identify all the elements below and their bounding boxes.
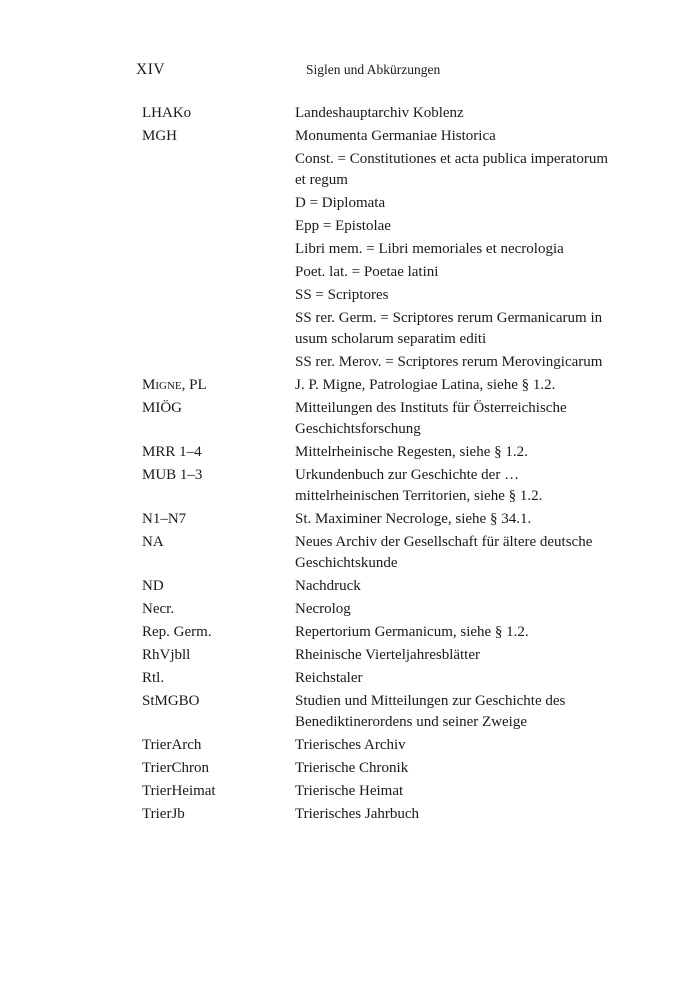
abbreviation: TrierHeimat bbox=[142, 783, 216, 799]
list-item bbox=[142, 576, 622, 597]
expansion: Poet. lat. = Poetae latini bbox=[295, 264, 439, 280]
list-item bbox=[142, 622, 622, 643]
list-item bbox=[142, 126, 622, 373]
expansion-block bbox=[295, 804, 622, 825]
expansion: Studien und Mitteilungen zur Geschichte des Benediktinerordens und seiner Zweige bbox=[295, 693, 566, 730]
expansion-block bbox=[295, 668, 622, 689]
expansion-block bbox=[295, 398, 622, 440]
abbreviation: MRR 1–4 bbox=[142, 444, 202, 460]
expansion: SS rer. Merov. = Scriptores rerum Merovingicarum bbox=[295, 354, 603, 370]
list-item bbox=[142, 532, 622, 574]
list-item bbox=[142, 781, 622, 802]
expansion: St. Maximiner Necrologe, siehe § 34.1. bbox=[295, 511, 532, 527]
expansion: Mitteilungen des Instituts für Österreichische Geschichtsforschung bbox=[295, 400, 567, 437]
list-item bbox=[142, 691, 622, 733]
abbreviation: Rtl. bbox=[142, 670, 165, 686]
expansion: J. P. Migne, Patrologiae Latina, siehe § 1.2. bbox=[295, 377, 556, 393]
expansion-block bbox=[295, 576, 622, 597]
expansion-block bbox=[295, 781, 622, 802]
expansion: Mittelrheinische Regesten, siehe § 1.2. bbox=[295, 444, 528, 460]
list-item bbox=[142, 735, 622, 756]
list-item bbox=[142, 375, 622, 396]
abbreviation: Rep. Germ. bbox=[142, 624, 212, 640]
list-item bbox=[142, 645, 622, 666]
list-item bbox=[142, 103, 622, 124]
abbreviation: StMGBO bbox=[142, 693, 200, 709]
list-item bbox=[142, 398, 622, 440]
list-item bbox=[142, 804, 622, 825]
abbreviation: LHAKo bbox=[142, 105, 192, 121]
list-item bbox=[142, 599, 622, 620]
abbreviation: Necr. bbox=[142, 601, 175, 617]
expansion-block bbox=[295, 691, 622, 733]
expansion: Epp = Epistolae bbox=[295, 218, 391, 234]
expansion-block bbox=[295, 509, 622, 530]
abbreviation: N1–N7 bbox=[142, 511, 187, 527]
list-item bbox=[142, 758, 622, 779]
abbreviation: ND bbox=[142, 578, 164, 594]
abbreviation: TrierJb bbox=[142, 806, 185, 822]
expansion-block bbox=[295, 103, 622, 124]
expansion-block bbox=[295, 599, 622, 620]
expansion-block bbox=[295, 442, 622, 463]
abbreviation: NA bbox=[142, 534, 164, 550]
expansion-block bbox=[295, 735, 622, 756]
expansion-block bbox=[295, 375, 622, 396]
expansion: Trierisches Jahrbuch bbox=[295, 806, 420, 822]
abbreviation-list bbox=[142, 103, 622, 827]
expansion: Rheinische Vierteljahresblätter bbox=[295, 647, 481, 663]
expansion-block bbox=[295, 645, 622, 666]
list-item bbox=[142, 509, 622, 530]
expansion: Nachdruck bbox=[295, 578, 361, 594]
abbreviation: TrierArch bbox=[142, 737, 202, 753]
expansion: Urkundenbuch zur Geschichte der … mittelrheinischen Territorien, siehe § 1.2. bbox=[295, 467, 543, 504]
expansion-block bbox=[295, 758, 622, 779]
abbreviation: RhVjbll bbox=[142, 647, 191, 663]
expansion: Trierisches Archiv bbox=[295, 737, 406, 753]
expansion: SS rer. Germ. = Scriptores rerum Germanicarum in usum scholarum separatim editi bbox=[295, 310, 603, 347]
expansion: Neues Archiv der Gesellschaft für ältere deutsche Geschichtskunde bbox=[295, 534, 593, 571]
expansion: Landeshauptarchiv Koblenz bbox=[295, 105, 464, 121]
abbreviation: MIÖG bbox=[142, 400, 182, 416]
expansion-block bbox=[295, 126, 622, 373]
expansion: D = Diplomata bbox=[295, 195, 386, 211]
expansion: Reichstaler bbox=[295, 670, 363, 686]
running-title: Siglen und Abkürzungen bbox=[306, 62, 441, 77]
expansion-block bbox=[295, 532, 622, 574]
abbreviation: TrierChron bbox=[142, 760, 209, 776]
page-number: XIV bbox=[136, 61, 166, 78]
expansion: SS = Scriptores bbox=[295, 287, 389, 303]
expansion: Repertorium Germanicum, siehe § 1.2. bbox=[295, 624, 529, 640]
list-item bbox=[142, 465, 622, 507]
expansion: Const. = Constitutiones et acta publica imperatorum et regum bbox=[295, 151, 608, 188]
expansion: Trierische Chronik bbox=[295, 760, 409, 776]
abbreviation: Migne, PL bbox=[142, 377, 207, 393]
expansion: Trierische Heimat bbox=[295, 783, 404, 799]
expansion-block bbox=[295, 465, 622, 507]
abbreviation: MGH bbox=[142, 128, 178, 144]
expansion: Monumenta Germaniae Historica bbox=[295, 128, 496, 144]
list-item bbox=[142, 668, 622, 689]
expansion: Libri mem. = Libri memoriales et necrologia bbox=[295, 241, 564, 257]
expansion-block bbox=[295, 622, 622, 643]
list-item bbox=[142, 442, 622, 463]
abbreviation: MUB 1–3 bbox=[142, 467, 203, 483]
expansion: Necrolog bbox=[295, 601, 351, 617]
